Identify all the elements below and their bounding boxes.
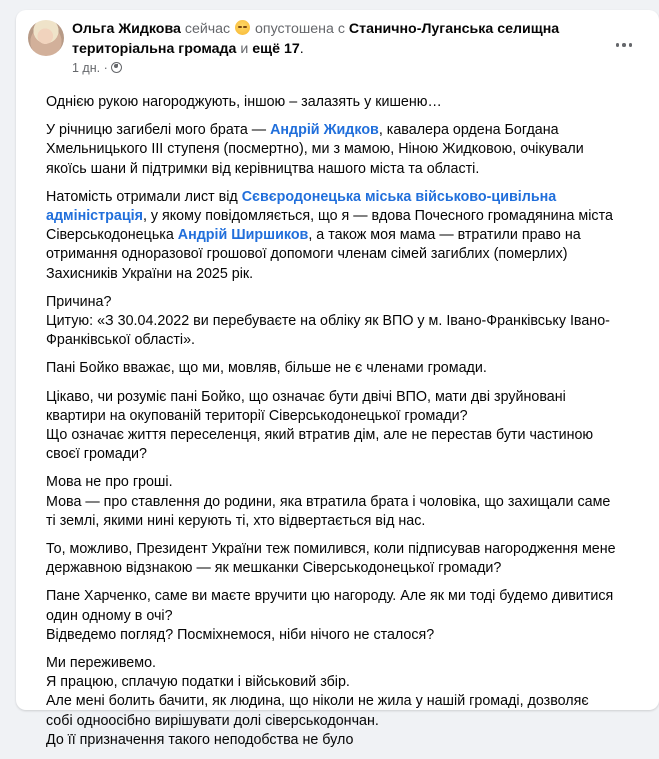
feeling-text: опустошена [255, 21, 334, 37]
post-time-label: сейчас [184, 21, 231, 37]
line: Що означає життя переселенця, який втратив дім, але не перестав бути частиною своєї громади? [46, 427, 594, 463]
line: Цікаво, чи розуміє пані Бойко, що означає бути двічі ВПО, мати дві зруйновані квартири на окупованій території Сіверськодонецької громади? [46, 388, 566, 424]
paragraph-3 [46, 188, 616, 284]
paragraph-7 [46, 473, 616, 531]
tagged-place[interactable]: Станично-Луганська селищна територіальна громада [72, 21, 560, 57]
line: Але мені болить бачити, як людина, що ніколи не жила у нашій громаді, дозволяє собі одноосібно вирішувати долі сіверськодончан. [46, 693, 589, 729]
post-header-line [72, 19, 592, 59]
paragraph-1: Однією рукою нагороджують, іншою – залазять у кишеню… [46, 94, 442, 110]
mention-andrii-zhydkov[interactable]: Андрій Жидков [270, 122, 379, 139]
post-body [46, 93, 616, 759]
paragraph-2 [46, 121, 616, 179]
paragraph-4 [46, 293, 616, 351]
author-avatar[interactable] [28, 20, 64, 56]
and-label: и [240, 41, 249, 57]
dot [622, 43, 626, 47]
post-meta [72, 60, 122, 76]
paragraph-5: Пані Бойко вважає, що ми, мовляв, більше не є членами громади. [46, 360, 487, 377]
text: У річницю загибелі мого брата — [46, 122, 271, 139]
line: Мова — про ставлення до родини, яка втратила брата і чоловіка, що захищали саме ті землі, якими нині керують ті, хто відвертається від нас. [46, 493, 611, 529]
globe-icon[interactable] [111, 62, 122, 73]
text: , кавалера ордена Богдана Хмельницького ІІІ ступеня (посмертно), ми з мамою, Ніною Жидковою, очікували якоїсь шани й підтримки від керівництва нашого міста та області. [46, 122, 584, 177]
more-horizontal-icon [616, 43, 620, 47]
paragraph-10 [46, 654, 616, 750]
paragraph-6 [46, 388, 616, 465]
line: Відведемо погляд? Посміхнемося, ніби нічого не сталося? [46, 626, 435, 643]
line: Цитую: «З 30.04.2022 ви перебуваєте на обліку як ВПО у м. Івано-Франківську Івано-Франківської області». [46, 313, 610, 349]
post-timestamp[interactable]: 1 дн. [72, 61, 101, 75]
author-name[interactable]: Ольга Жидкова [72, 21, 181, 37]
line: До її призначення такого неподобства не було [46, 731, 354, 748]
text: , у якому повідомляється, що я — вдова Почесного громадянина міста Сіверськодонецька [46, 208, 613, 244]
line: Я працюю, сплачую податки і військовий збір. [46, 674, 350, 691]
text: Натомість отримали лист від [46, 188, 242, 205]
period: . [299, 41, 304, 57]
text: , а також моя мама — втратили право на отримання одноразової грошової допомоги членам сімей загиблих (померлих) Захисників України на 2025 рік. [46, 227, 581, 282]
others-link[interactable]: ещё 17 [252, 41, 300, 57]
line: Ми переживемо. [46, 655, 156, 672]
sad-relieved-face-emoji-icon [235, 20, 250, 35]
preposition: с [337, 21, 345, 37]
mention-andrii-shyrshykov[interactable]: Андрій Ширшиков [177, 227, 309, 244]
line: Причина? [46, 293, 112, 310]
line: Мова не про гроші. [46, 474, 173, 491]
paragraph-8: То, можливо, Президент України теж помилився, коли підписував нагородження мене державною відзнакою — як мешканки Сіверськодонецької громади? [46, 541, 616, 577]
paragraph-9 [46, 587, 616, 645]
mention-administration[interactable]: Сєвєродонецька міська військово-цивільна адміністрація [46, 188, 557, 225]
line: Пане Харченко, саме ви маєте вручити цю нагороду. Але як ми тоді будемо дивитися один одному в очі? [46, 588, 614, 624]
post-card [16, 10, 659, 748]
more-options-button[interactable] [612, 38, 636, 52]
meta-separator: · [103, 61, 108, 75]
dot [629, 43, 633, 47]
